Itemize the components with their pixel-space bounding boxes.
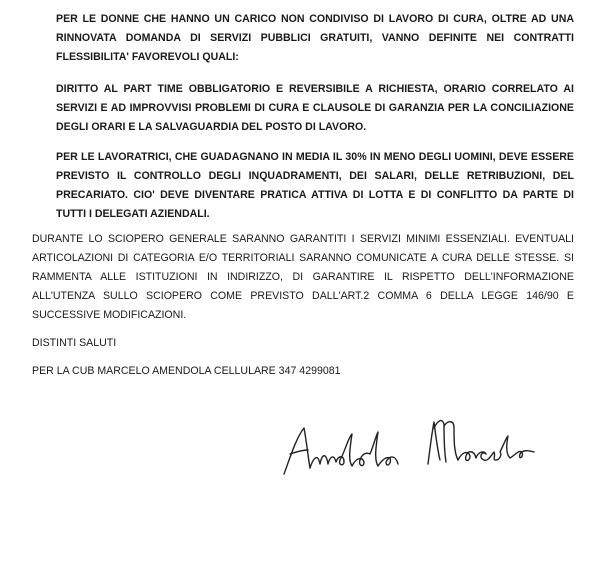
signature-image <box>278 408 548 488</box>
handwritten-signature <box>278 408 548 488</box>
paragraph-strike-services: DURANTE LO SCIOPERO GENERALE SARANNO GARANTITI I SERVIZI MINIMI ESSENZIALI. EVENTUALI ARTICOLAZIONI DI CATEGORIA E/O TERRITORIALI SARANNO COMUNICATE A CURA DELLE STESSE. SI RAMMENTA ALLE ISTITUZIONI IN INDIRIZZO, DI GARANTIRE IL RISPETTO DELL'INFORMAZIONE ALL'UTENZA SULLO SCIOPERO COME PREVISTO DALL'ART.2 COMMA 6 DELLA LEGGE 146/90 E SUCCESSIVE MODIFICAZIONI. <box>32 233 574 321</box>
paragraph-part-time-right: DIRITTO AL PART TIME OBBLIGATORIO E REVERSIBILE A RICHIESTA, ORARIO CORRELATO AI SERVIZI E AD IMPROVVISI PROBLEMI DI CURA E CLAUSOLE DI GARANZIA PER LA CONCILIAZIONE DEGLI ORARI E LA SALVAGUARDIA DEL POSTO DI LAVORO. <box>56 83 574 133</box>
paragraph-women-care-work: PER LE DONNE CHE HANNO UN CARICO NON CONDIVISO DI LAVORO DI CURA, OLTRE AD UNA RINNOVATA DOMANDA DI SERVIZI PUBBLICI GRATUITI, VANNO DEFINITE NEI CONTRATTI FLESSIBILITA' FAVOREVOLI QUALI: <box>56 13 574 63</box>
paragraph-female-workers-pay: PER LE LAVORATRICI, CHE GUADAGNANO IN MEDIA IL 30% IN MENO DEGLI UOMINI, DEVE ESSERE PREVISTO IL CONTROLLO DEGLI INQUADRAMENTI, DEI SALARI, DELLE RETRIBUZIONI, DEL PRECARIATO. CIO' DEVE DIVENTARE PRATICA ATTIVA DI LOTTA E DI CONFLITTO DA PARTE DI TUTTI I DELEGATI AZIENDALI. <box>56 151 574 220</box>
closing-greeting: DISTINTI SALUTI <box>32 337 117 349</box>
sender-contact: PER LA CUB MARCELO AMENDOLA CELLULARE 347 4299081 <box>32 365 341 377</box>
